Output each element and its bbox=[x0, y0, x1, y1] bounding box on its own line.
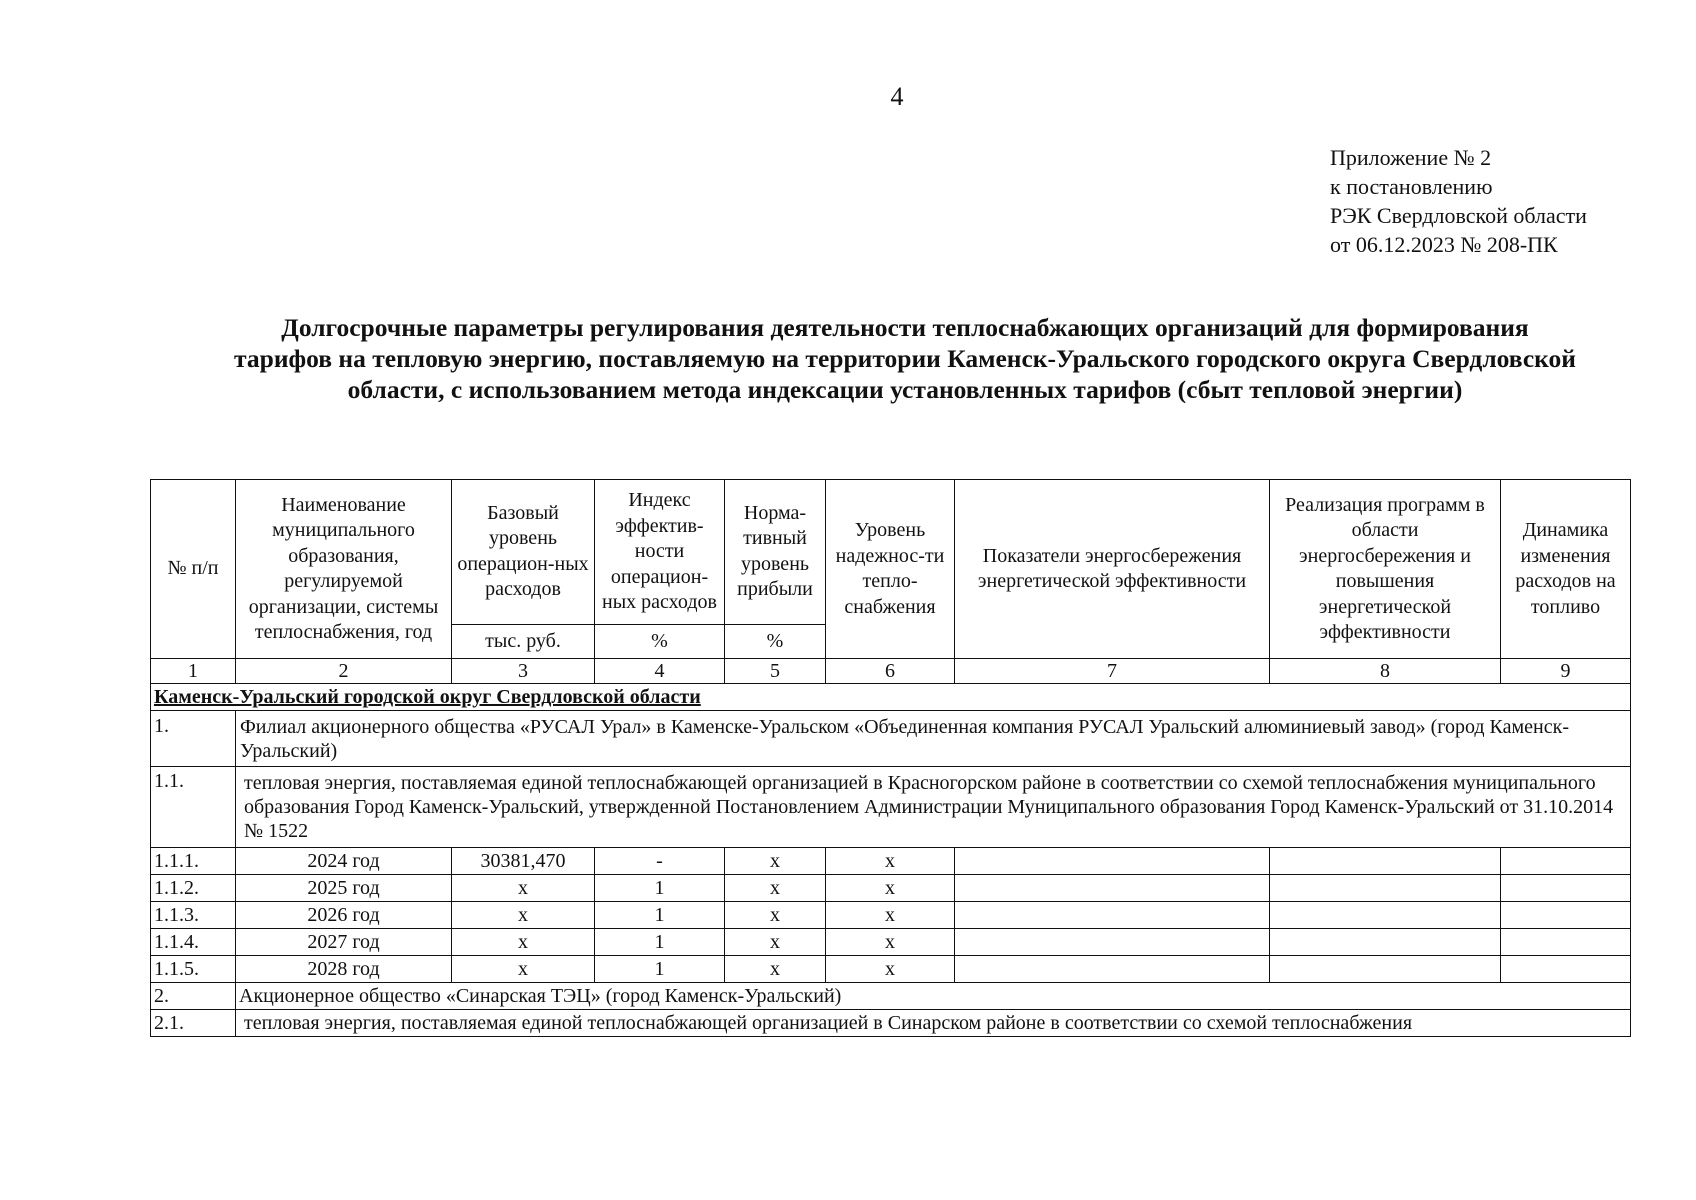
year-label: 2024 год bbox=[236, 848, 452, 875]
column-number: 8 bbox=[1270, 659, 1501, 684]
year-label: 2028 год bbox=[236, 956, 452, 983]
fuel-dynamics-value bbox=[1501, 929, 1631, 956]
year-row bbox=[151, 875, 1631, 902]
row-number: 1.1.3. bbox=[151, 902, 236, 929]
organization-row bbox=[151, 711, 1631, 767]
header-base-opex: Базовый уровень операцион-ных расходов bbox=[452, 480, 595, 625]
header-fuel-dynamics: Динамика изменения расходов на топливо bbox=[1501, 480, 1631, 659]
title-line: области, с использованием метода индексации установленных тарифов (сбыт тепловой энергии) bbox=[347, 375, 1463, 404]
base-opex-value: x bbox=[452, 956, 595, 983]
header-efficiency-index: Индекс эффектив-ности операцион-ных расходов bbox=[595, 480, 725, 625]
column-number: 2 bbox=[236, 659, 452, 684]
profit-level-value: x bbox=[725, 902, 826, 929]
row-number: 1.1.2. bbox=[151, 875, 236, 902]
organization-name: Акционерное общество «Синарская ТЭЦ» (город Каменск-Уральский) bbox=[236, 983, 1631, 1010]
year-label: 2027 год bbox=[236, 929, 452, 956]
column-number: 9 bbox=[1501, 659, 1631, 684]
organization-row bbox=[151, 983, 1631, 1010]
year-row bbox=[151, 902, 1631, 929]
appendix-line: РЭК Свердловской области bbox=[1330, 203, 1587, 228]
section-row bbox=[151, 684, 1631, 711]
appendix-line: от 06.12.2023 № 208-ПК bbox=[1330, 232, 1558, 257]
row-number: 1.1.5. bbox=[151, 956, 236, 983]
reliability-value: x bbox=[826, 848, 955, 875]
profit-level-value: x bbox=[725, 875, 826, 902]
fuel-dynamics-value bbox=[1501, 902, 1631, 929]
unit-percent: % bbox=[725, 624, 826, 658]
profit-level-value: x bbox=[725, 929, 826, 956]
header-number: № п/п bbox=[151, 480, 236, 659]
header-name: Наименование муниципального образования, регулируемой организации, системы теплоснабжения, год bbox=[236, 480, 452, 659]
unit-thousand-rub: тыс. руб. bbox=[452, 624, 595, 658]
heat-system-description: тепловая энергия, поставляемая единой теплоснабжающей организацией в Синарском районе в соответствии со схемой теплоснабжения bbox=[236, 1010, 1631, 1037]
parameters-table bbox=[150, 479, 1631, 1037]
reliability-value: x bbox=[826, 902, 955, 929]
title-line: Долгосрочные параметры регулирования деятельности теплоснабжающих организаций для формирования bbox=[281, 313, 1529, 342]
row-number: 1. bbox=[151, 711, 236, 767]
header-profit-level: Норма-тивный уровень прибыли bbox=[725, 480, 826, 625]
row-number: 1.1.1. bbox=[151, 848, 236, 875]
base-opex-value: x bbox=[452, 875, 595, 902]
year-row bbox=[151, 848, 1631, 875]
efficiency-index-value: 1 bbox=[595, 902, 725, 929]
appendix-line: Приложение № 2 bbox=[1330, 145, 1492, 170]
appendix-line: к постановлению bbox=[1330, 174, 1493, 199]
row-number: 1.1. bbox=[151, 767, 236, 848]
year-label: 2026 год bbox=[236, 902, 452, 929]
energy-saving-value bbox=[955, 929, 1270, 956]
row-number: 1.1.4. bbox=[151, 929, 236, 956]
row-number: 2.1. bbox=[151, 1010, 236, 1037]
energy-saving-value bbox=[955, 956, 1270, 983]
column-number: 3 bbox=[452, 659, 595, 684]
efficiency-index-value: - bbox=[595, 848, 725, 875]
programs-value bbox=[1270, 875, 1501, 902]
programs-value bbox=[1270, 929, 1501, 956]
appendix-note bbox=[1330, 143, 1587, 259]
efficiency-index-value: 1 bbox=[595, 929, 725, 956]
fuel-dynamics-value bbox=[1501, 956, 1631, 983]
column-number: 1 bbox=[151, 659, 236, 684]
column-number: 4 bbox=[595, 659, 725, 684]
column-number: 7 bbox=[955, 659, 1270, 684]
year-row bbox=[151, 956, 1631, 983]
profit-level-value: x bbox=[725, 956, 826, 983]
heat-system-description: тепловая энергия, поставляемая единой теплоснабжающей организацией в Красногорском районе в соответствии со схемой теплоснабжения муниципального образования Город Каменск-Уральский, утвержденной Постановлением Администрации Муниципального образования Город Каменск-Уральский от 31.10.2014 № 1522 bbox=[236, 767, 1631, 848]
programs-value bbox=[1270, 848, 1501, 875]
reliability-value: x bbox=[826, 929, 955, 956]
header-programs: Реализация программ в области энергосбережения и повышения энергетической эффективности bbox=[1270, 480, 1501, 659]
title-line: тарифов на тепловую энергию, поставляемую на территории Каменск-Уральского городского округа Свердловской bbox=[234, 344, 1576, 373]
profit-level-value: x bbox=[725, 848, 826, 875]
efficiency-index-value: 1 bbox=[595, 875, 725, 902]
column-number: 6 bbox=[826, 659, 955, 684]
reliability-value: x bbox=[826, 956, 955, 983]
header-energy-saving: Показатели энергосбережения энергетической эффективности bbox=[955, 480, 1270, 659]
base-opex-value: 30381,470 bbox=[452, 848, 595, 875]
organization-name: Филиал акционерного общества «РУСАЛ Урал» в Каменске-Уральском «Объединенная компания РУСАЛ Уральский алюминиевый завод» (город Каменск-Уральский) bbox=[236, 711, 1631, 767]
energy-saving-value bbox=[955, 875, 1270, 902]
base-opex-value: x bbox=[452, 929, 595, 956]
efficiency-index-value: 1 bbox=[595, 956, 725, 983]
year-label: 2025 год bbox=[236, 875, 452, 902]
fuel-dynamics-value bbox=[1501, 875, 1631, 902]
page-number: 4 bbox=[890, 82, 904, 111]
heat-system-row bbox=[151, 1010, 1631, 1037]
energy-saving-value bbox=[955, 848, 1270, 875]
document-title bbox=[140, 312, 1670, 405]
programs-value bbox=[1270, 956, 1501, 983]
column-numbers-row bbox=[151, 659, 1631, 684]
fuel-dynamics-value bbox=[1501, 848, 1631, 875]
header-reliability: Уровень надежнос-ти тепло-снабжения bbox=[826, 480, 955, 659]
unit-percent: % bbox=[595, 624, 725, 658]
section-title: Каменск-Уральский городской округ Свердловской области bbox=[151, 684, 1631, 711]
energy-saving-value bbox=[955, 902, 1270, 929]
heat-system-row bbox=[151, 767, 1631, 848]
programs-value bbox=[1270, 902, 1501, 929]
year-row bbox=[151, 929, 1631, 956]
base-opex-value: x bbox=[452, 902, 595, 929]
row-number: 2. bbox=[151, 983, 236, 1010]
header-row bbox=[151, 480, 1631, 625]
column-number: 5 bbox=[725, 659, 826, 684]
reliability-value: x bbox=[826, 875, 955, 902]
